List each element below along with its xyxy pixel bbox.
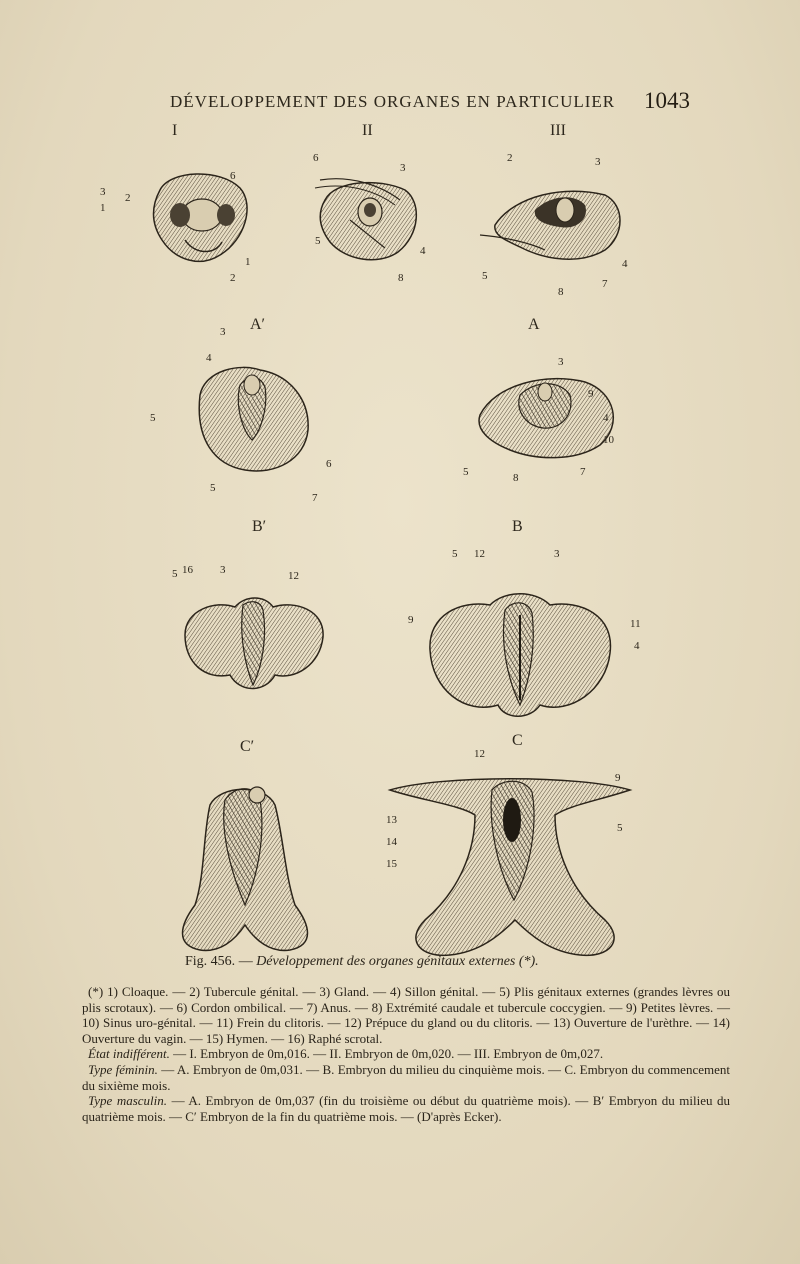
label-number: 4 — [420, 245, 426, 257]
legend-etat-indifferent — [82, 1046, 730, 1062]
specimen-B-illustration — [420, 575, 620, 720]
panel-label-B-prime: B′ — [252, 518, 267, 535]
label-number: 9 — [615, 772, 621, 784]
panel-label-C-prime: C′ — [240, 738, 255, 755]
label-number: 7 — [602, 278, 608, 290]
label-number: 6 — [230, 170, 236, 182]
figure-title: Développement des organes génitaux externes (*). — [256, 954, 539, 969]
specimen-B-prime-illustration — [175, 585, 330, 705]
panel-label-II: II — [362, 122, 373, 139]
legend-text: — I. Embryon de 0m,016. — II. Embryon de 0m,020. — III. Embryon de 0m,027. — [173, 1046, 604, 1062]
page-header — [170, 88, 690, 118]
legend-type-feminin — [82, 1062, 730, 1093]
label-number: 4 — [634, 640, 640, 652]
label-number: 5 — [617, 822, 623, 834]
specimen-III-illustration — [475, 165, 645, 275]
label-number: 8 — [513, 472, 519, 484]
label-number: 7 — [580, 466, 586, 478]
label-number: 4 — [603, 412, 609, 424]
label-number: 3 — [220, 564, 226, 576]
label-number: 9 — [408, 614, 414, 626]
label-number: 6 — [313, 152, 319, 164]
running-title: DÉVELOPPEMENT DES ORGANES EN PARTICULIER — [170, 92, 616, 111]
label-number: 12 — [288, 570, 299, 582]
label-number: 3 — [100, 186, 106, 198]
label-number: 7 — [312, 492, 318, 504]
specimen-A-illustration — [465, 360, 635, 470]
label-number: 2 — [125, 192, 131, 204]
label-number: 1 — [100, 202, 106, 214]
label-number: 5 — [172, 568, 178, 580]
label-number: 15 — [386, 858, 397, 870]
label-number: 3 — [554, 548, 560, 560]
label-number: 8 — [398, 272, 404, 284]
panel-label-I: I — [172, 122, 178, 139]
panel-label-A-prime: A′ — [250, 316, 266, 333]
specimen-II-illustration — [310, 160, 430, 270]
legend-text: — A. Embryon de 0m,031. — B. Embryon du milieu du cinquième mois. — C. Embryon du commencement du sixième mois. — [82, 1061, 730, 1093]
label-number: 6 — [326, 458, 332, 470]
legend-type-masculin — [82, 1093, 730, 1124]
legend-heading: Type masculin. — [88, 1093, 168, 1109]
specimen-C-illustration — [380, 760, 640, 960]
label-number: 4 — [622, 258, 628, 270]
panel-label-A: A — [528, 316, 540, 333]
legend-heading: État indifférent. — [88, 1046, 170, 1062]
label-number: 1 — [245, 256, 251, 268]
page-number: 1043 — [644, 88, 690, 113]
figure-number: Fig. 456. — [185, 954, 236, 969]
specimen-A-prime-illustration — [180, 345, 330, 485]
label-number: 2 — [507, 152, 513, 164]
label-number: 11 — [630, 618, 641, 630]
legend-heading: Type féminin. — [88, 1061, 158, 1077]
label-number: 5 — [463, 466, 469, 478]
panel-label-B: B — [512, 518, 523, 535]
specimen-C-prime-illustration — [165, 775, 325, 955]
label-number: 2 — [230, 272, 236, 284]
panel-label-C: C — [512, 732, 523, 749]
label-number: 3 — [595, 156, 601, 168]
label-number: 12 — [474, 748, 485, 760]
figure-legend — [82, 984, 730, 1124]
figure-plate — [80, 120, 740, 960]
legend-numbered-items: (*) 1) Cloaque. — 2) Tubercule génital. — 3) Gland. — 4) Sillon génital. — 5) Plis génitaux externes (grandes lèvres ou plis scrotaux). — 6) Cordon ombilical. — 7) Anus. — 8) Extrémité caudale et tubercule coccygien. — 9) Petites lèvres. — 10) Sinus uro-génital. — 11) Frein du clitoris. — 12) Prépuce du gland ou du clitoris. — 13) Ouverture de l'urèthre. — 14) Ouverture du vagin. — 15) Hymen. — 16) Raphé scrotal. — [82, 984, 730, 1046]
label-number: 14 — [386, 836, 397, 848]
label-number: 8 — [558, 286, 564, 298]
label-number: 5 — [315, 235, 321, 247]
label-number: 3 — [220, 326, 226, 338]
figure-caption — [185, 954, 745, 970]
panel-label-III: III — [550, 122, 566, 139]
label-number: 9 — [588, 388, 594, 400]
label-number: 10 — [603, 434, 614, 446]
label-number: 12 — [474, 548, 485, 560]
specimen-I-illustration — [140, 160, 260, 270]
label-number: 4 — [206, 352, 212, 364]
label-number: 16 — [182, 564, 193, 576]
label-number: 5 — [210, 482, 216, 494]
label-number: 5 — [452, 548, 458, 560]
label-number: 3 — [558, 356, 564, 368]
legend-text: — A. Embryon de 0m,037 (fin du troisième ou début du quatrième mois). — B′ Embryon du milieu du quatrième mois. — C′ Embryon de la fin du quatrième mois. — (D'après Ecker). — [82, 1093, 730, 1124]
label-number: 5 — [482, 270, 488, 282]
label-number: 5 — [150, 412, 156, 424]
label-number: 3 — [400, 162, 406, 174]
caption-dash: — — [238, 954, 253, 969]
label-number: 13 — [386, 814, 397, 826]
